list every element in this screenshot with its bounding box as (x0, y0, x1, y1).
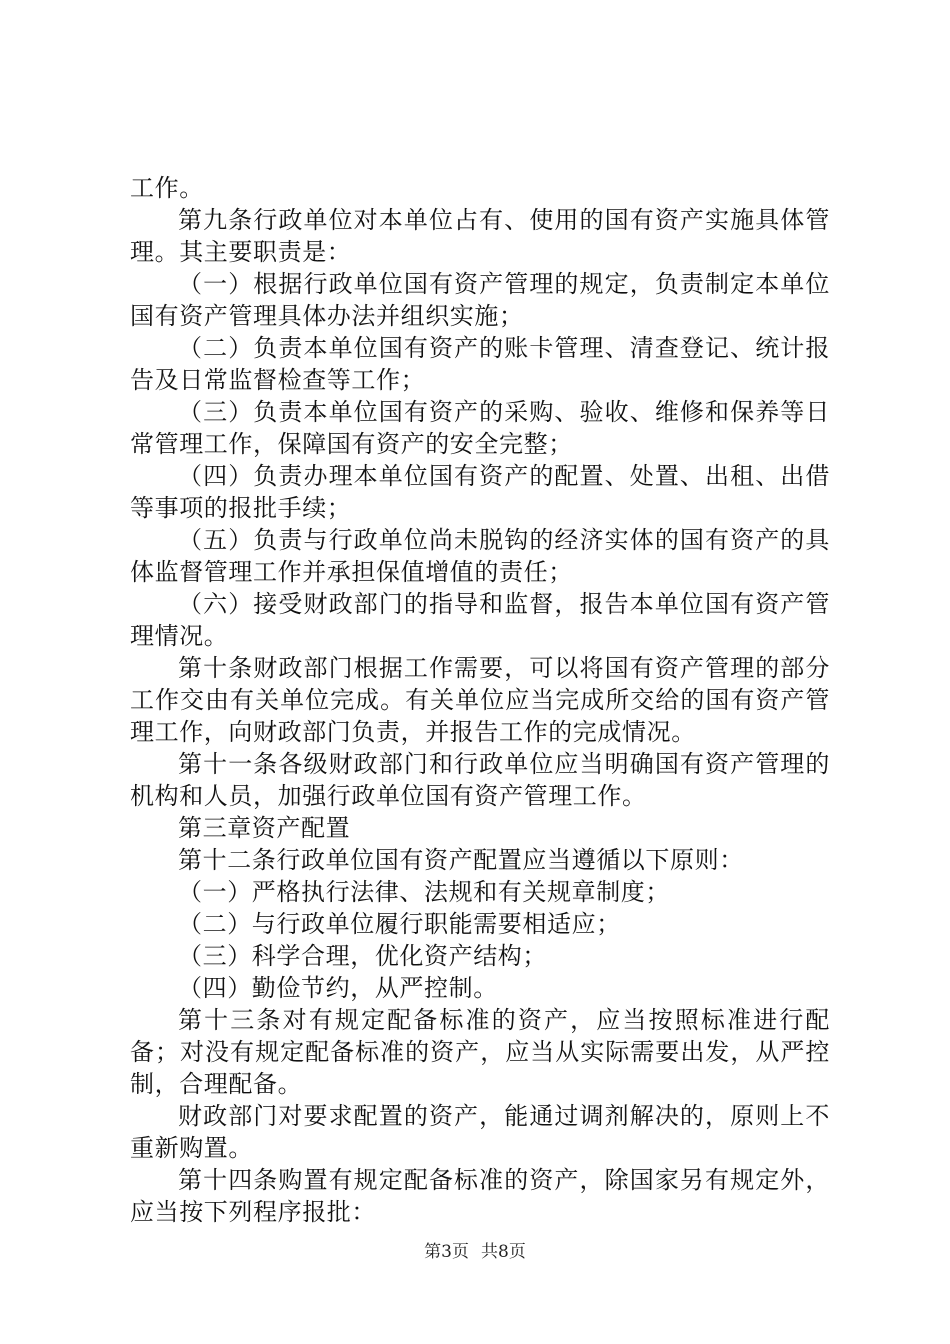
paragraph-item-2: （二）负责本单位国有资产的账卡管理、清查登记、统计报告及日常监督检查等工作； (130, 334, 830, 394)
paragraph-article-13-cont: 财政部门对要求配置的资产，能通过调剂解决的，原则上不重新购置。 (130, 1102, 830, 1162)
paragraph-principle-1: （一）严格执行法律、法规和有关规章制度； (178, 878, 670, 906)
paragraph-item-4: （四）负责办理本单位国有资产的配置、处置、出租、出借等事项的报批手续； (130, 462, 830, 522)
paragraph-item-5: （五）负责与行政单位尚未脱钩的经济实体的国有资产的具体监督管理工作并承担保值增值的责任； (130, 526, 830, 586)
paragraph-article-12: 第十二条行政单位国有资产配置应当遵循以下原则： (178, 846, 744, 874)
chapter-heading: 第三章资产配置 (178, 814, 351, 842)
paragraph-item-1: （一）根据行政单位国有资产管理的规定，负责制定本单位国有资产管理具体办法并组织实施； (130, 270, 830, 330)
paragraph-article-13: 第十三条对有规定配备标准的资产，应当按照标准进行配备；对没有规定配备标准的资产，应当从实际需要出发，从严控制，合理配备。 (130, 1006, 830, 1098)
paragraph-article-9: 第九条行政单位对本单位占有、使用的国有资产实施具体管理。其主要职责是： (130, 206, 830, 266)
paragraph-principle-3: （三）科学合理，优化资产结构； (178, 942, 547, 970)
page-number: 第3页 (424, 1242, 469, 1262)
paragraph-principle-4: （四）勤俭节约，从严控制。 (178, 974, 498, 1002)
page-footer (0, 1241, 950, 1263)
paragraph-article-10: 第十条财政部门根据工作需要，可以将国有资产管理的部分工作交由有关单位完成。有关单位应当完成所交给的国有资产管理工作，向财政部门负责，并报告工作的完成情况。 (130, 654, 830, 746)
paragraph-item-3: （三）负责本单位国有资产的采购、验收、维修和保养等日常管理工作，保障国有资产的安全完整； (130, 398, 830, 458)
paragraph-principle-2: （二）与行政单位履行职能需要相适应； (178, 910, 621, 938)
paragraph-article-14: 第十四条购置有规定配备标准的资产，除国家另有规定外，应当按下列程序报批： (130, 1166, 830, 1226)
paragraph-0: 工作。 (130, 174, 204, 202)
paragraph-item-6: （六）接受财政部门的指导和监督，报告本单位国有资产管理情况。 (130, 590, 830, 650)
document-body (130, 172, 830, 1228)
page-total: 共8页 (481, 1242, 526, 1262)
paragraph-article-11: 第十一条各级财政部门和行政单位应当明确国有资产管理的机构和人员，加强行政单位国有资产管理工作。 (130, 750, 830, 810)
